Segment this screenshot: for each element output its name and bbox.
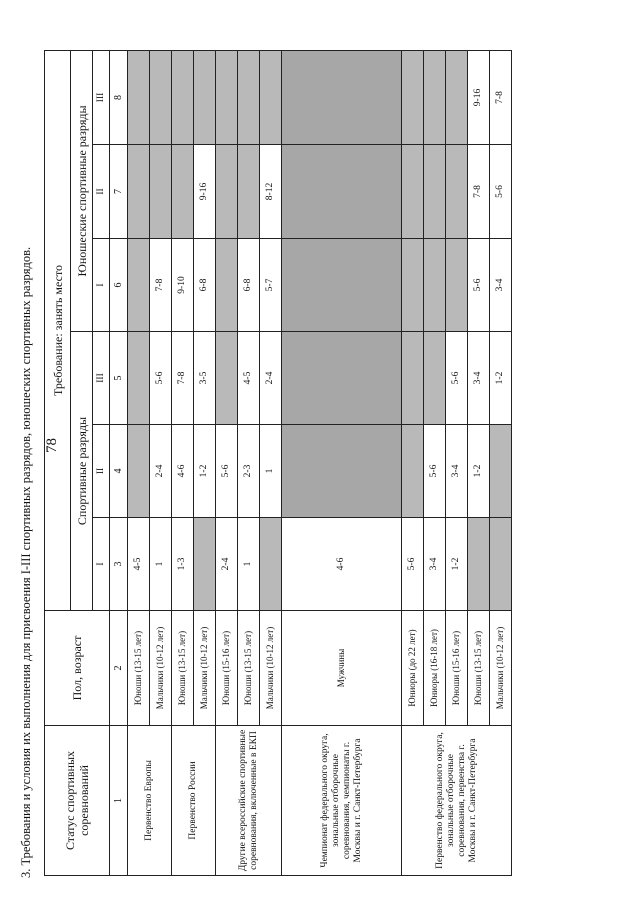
place-cell: 1-2	[446, 518, 468, 611]
place-cell	[282, 332, 402, 425]
place-cell: 3-5	[194, 332, 216, 425]
place-cell	[128, 145, 150, 239]
place-cell: 7-8	[468, 145, 490, 239]
place-cell: 1-2	[490, 332, 512, 425]
status-cell: Другие всероссийские спортивные соревнования, включенные в ЕКП	[216, 726, 282, 876]
place-cell: 3-4	[468, 332, 490, 425]
place-cell	[424, 239, 446, 332]
place-cell: 8-12	[260, 145, 282, 239]
place-cell: 3-4	[446, 425, 468, 518]
age-cell: Юноши (15-16 лет)	[446, 611, 468, 726]
place-cell: 9-16	[468, 50, 490, 144]
place-cell	[260, 50, 282, 144]
place-cell: 4-5	[238, 332, 260, 425]
place-cell: 5-6	[468, 239, 490, 332]
place-cell: 2-4	[150, 425, 172, 518]
place-cell: 7-8	[490, 50, 512, 144]
place-cell	[282, 50, 402, 144]
place-cell: 3-4	[424, 518, 446, 611]
age-cell: Юниоры (16-18 лет)	[424, 611, 446, 726]
age-cell: Мальчики (10-12 лет)	[260, 611, 282, 726]
place-cell: 5-6	[490, 145, 512, 239]
place-cell: 1	[260, 425, 282, 518]
age-cell: Юноши (13-15 лет)	[468, 611, 490, 726]
place-cell: 6-8	[238, 239, 260, 332]
place-cell	[402, 145, 424, 239]
header-sport-ranks: Спортивные разряды	[71, 332, 93, 611]
place-cell: 2-4	[216, 518, 238, 611]
page-number: 78	[44, 438, 60, 453]
header-youth-rank-i: I	[93, 239, 110, 332]
place-cell: 7-8	[150, 239, 172, 332]
place-cell: 4-6	[172, 425, 194, 518]
place-cell: 1-2	[468, 425, 490, 518]
place-cell	[468, 518, 490, 611]
place-cell: 4-5	[128, 518, 150, 611]
status-cell: Первенство федерального округа, зональные отборочные соревнования, первенства г. Москвы и г. Санкт-Петербурга	[402, 726, 512, 876]
place-cell	[424, 332, 446, 425]
age-cell: Мальчики (10-12 лет)	[150, 611, 172, 726]
place-cell	[402, 332, 424, 425]
place-cell	[172, 50, 194, 144]
place-cell	[402, 239, 424, 332]
place-cell	[128, 332, 150, 425]
place-cell	[446, 239, 468, 332]
header-youth-rank-ii: II	[93, 145, 110, 239]
status-cell: Чемпионат федерального округа, зональные отборочные соревнования, чемпионаты г. Москвы и г. Санкт-Петербурга	[282, 726, 402, 876]
place-cell	[172, 145, 194, 239]
place-cell	[446, 50, 468, 144]
column-number: 8	[110, 50, 128, 144]
rotated-content	[18, 25, 628, 880]
header-youth-ranks: Юношеские спортивные разряды	[71, 50, 93, 331]
place-cell	[128, 425, 150, 518]
place-cell	[490, 518, 512, 611]
place-cell	[216, 50, 238, 144]
column-number: 6	[110, 239, 128, 332]
status-cell: Первенство России	[172, 726, 216, 876]
age-cell: Юниоры (до 22 лет)	[402, 611, 424, 726]
place-cell: 3-4	[490, 239, 512, 332]
place-cell	[194, 50, 216, 144]
place-cell	[424, 145, 446, 239]
place-cell	[402, 50, 424, 144]
place-cell: 4-6	[282, 518, 402, 611]
place-cell: 2-3	[238, 425, 260, 518]
place-cell	[238, 50, 260, 144]
age-cell: Юноши (13-15 лет)	[172, 611, 194, 726]
place-cell	[128, 50, 150, 144]
place-cell: 9-10	[172, 239, 194, 332]
place-cell: 1	[238, 518, 260, 611]
place-cell	[128, 239, 150, 332]
place-cell	[194, 518, 216, 611]
place-cell	[216, 332, 238, 425]
place-cell	[150, 145, 172, 239]
place-cell: 2-4	[260, 332, 282, 425]
status-cell: Первенство Европы	[128, 726, 172, 876]
column-number: 5	[110, 332, 128, 425]
place-cell	[402, 425, 424, 518]
header-youth-rank-iii: III	[93, 50, 110, 144]
place-cell	[260, 518, 282, 611]
age-cell: Юноши (13-15 лет)	[128, 611, 150, 726]
place-cell: 5-6	[446, 332, 468, 425]
place-cell	[490, 425, 512, 518]
place-cell	[150, 50, 172, 144]
place-cell: 5-6	[150, 332, 172, 425]
place-cell: 1-2	[194, 425, 216, 518]
place-cell: 7-8	[172, 332, 194, 425]
place-cell	[238, 145, 260, 239]
place-cell: 5-7	[260, 239, 282, 332]
place-cell	[282, 239, 402, 332]
place-cell	[282, 145, 402, 239]
place-cell: 5-6	[402, 518, 424, 611]
column-number: 4	[110, 425, 128, 518]
place-cell: 5-6	[216, 425, 238, 518]
table-caption: 3. Требования и условия их выполнения для присвоения I-III спортивных разрядов, юношеских спортивных разрядов.	[19, 246, 33, 878]
requirements-table	[44, 50, 512, 876]
header-status: Статус спортивных соревнований	[45, 726, 110, 876]
place-cell: 9-16	[194, 145, 216, 239]
place-cell: 5-6	[424, 425, 446, 518]
place-cell	[446, 145, 468, 239]
header-sport-rank-ii: II	[93, 425, 110, 518]
age-cell: Мальчики (10-12 лет)	[194, 611, 216, 726]
header-sport-rank-iii: III	[93, 332, 110, 425]
age-cell: Юноши (15-16 лет)	[216, 611, 238, 726]
column-number: 1	[110, 726, 128, 876]
age-cell: Юноши (13-15 лет)	[238, 611, 260, 726]
age-cell: Мужчины	[282, 611, 402, 726]
header-gender-age: Пол, возраст	[45, 611, 110, 726]
place-cell: 1-3	[172, 518, 194, 611]
column-number: 3	[110, 518, 128, 611]
header-requirement: Требование: занять место	[45, 50, 71, 610]
place-cell	[216, 239, 238, 332]
age-cell: Мальчики (10-12 лет)	[490, 611, 512, 726]
place-cell: 1	[150, 518, 172, 611]
place-cell	[216, 145, 238, 239]
header-sport-rank-i: I	[93, 518, 110, 611]
column-number: 2	[110, 611, 128, 726]
place-cell: 6-8	[194, 239, 216, 332]
column-number: 7	[110, 145, 128, 239]
place-cell	[282, 425, 402, 518]
place-cell	[424, 50, 446, 144]
